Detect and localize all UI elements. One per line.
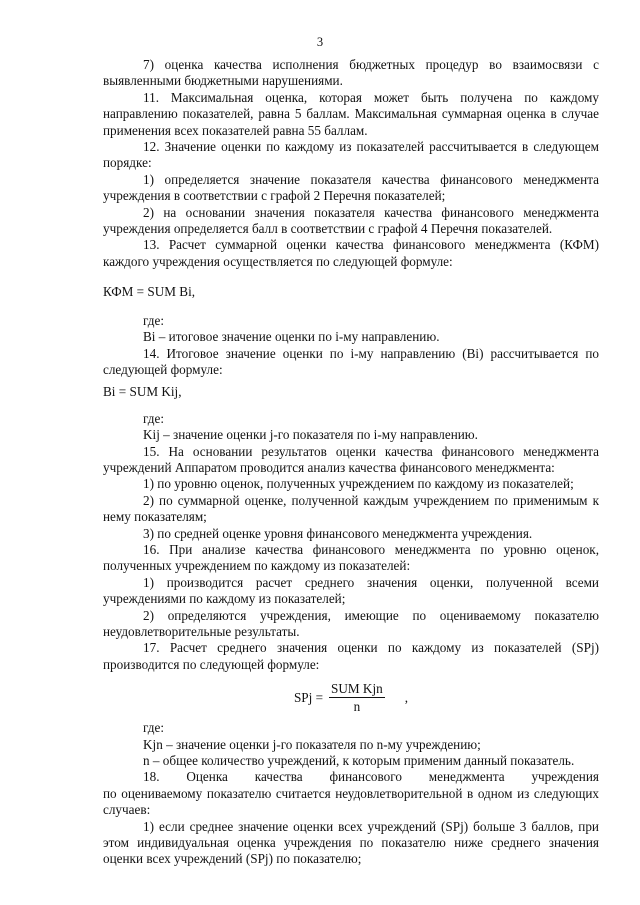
formula-spj-lhs: SPj = [293,689,324,705]
definition-bi: Bi – итоговое значение оценки по i-му направлению. [143,329,440,345]
paragraph-12-item-1: 1) определяется значение показателя качества финансового менеджмента учреждения в соответствии с графой 2 Перечня показателей; [103,171,599,204]
paragraph-15-item-2: 2) по суммарной оценке, полученной каждым учреждением по применимым к нему показателям; [103,492,599,525]
paragraph-16: 16. При анализе качества финансового менеджмента по уровню оценок, полученных учреждением по каждому из показателей: [103,541,599,574]
where-label-1: где: [143,312,164,328]
paragraph-17: 17. Расчет среднего значения оценки по каждому из показателей (SPj) производится по следующей формуле: [103,640,599,672]
where-label-2: где: [143,410,164,426]
paragraph-18-line-1: 18. Оценка качества финансового менеджмента учреждения [143,769,599,785]
paragraph-11: 11. Максимальная оценка, которая может быть получена по каждому направлению показателей, равна 5 баллам. Максимальная суммарная оценка в случае применения всех показателей равна 55 баллам. [103,89,599,138]
formula-spj-numerator: SUM Kjn [331,681,383,697]
formula-spj-denominator: n [353,699,361,715]
definition-n: n – общее количество учреждений, к которым применим данный показатель. [143,753,575,769]
definition-kij: Kij – значение оценки j-го показателя по i-му направлению. [143,427,478,443]
definition-kjn: Kjn – значение оценки j-го показателя по n-му учреждению; [143,736,481,752]
paragraph-18-item-1: 1) если среднее значение оценки всех учреждений (SPj) больше 3 баллов, при этом индивидуальная оценка учреждения по показателю ниже среднего значения оценки всех учреждений (SPj) по показателю; [103,818,599,867]
formula-kfm: КФМ = SUM Bi, [103,284,196,300]
page-number: 3 [316,35,324,49]
paragraph-15: 15. На основании результатов оценки качества финансового менеджмента учреждений Аппаратом проводится анализ качества финансового менеджмента: [103,443,599,475]
paragraph-15-item-1: 1) по уровню оценок, полученных учреждением по каждому из показателей; [143,476,574,492]
paragraph-15-item-3: 3) по средней оценке уровня финансового менеджмента учреждения. [143,525,533,541]
paragraph-14: 14. Итоговое значение оценки по i-му направлению (Bi) рассчитывается по следующей формуле: [103,345,599,377]
formula-spj-fraction [329,681,385,714]
document-body [103,57,599,868]
paragraph-12: 12. Значение оценки по каждому из показателей рассчитывается в следующем порядке: [103,139,599,171]
paragraph-12-item-2: 2) на основании значения показателя качества финансового менеджмента учреждения определяется балл в соответствии с графой 4 Перечня показателей. [103,204,599,237]
paragraph-16-item-2: 2) определяются учреждения, имеющие по оцениваемому показателю неудовлетворительные результаты. [103,607,599,639]
paragraph-18-rest: по оцениваемому показателю считается неудовлетворительной в одном из следующих случаев: [103,785,599,818]
paragraph-13: 13. Расчет суммарной оценки качества финансового менеджмента (КФМ) каждого учреждения осуществляется по следующей формуле: [103,237,599,269]
paragraph-item-7: 7) оценка качества исполнения бюджетных процедур во взаимосвязи с выявленными бюджетными нарушениями. [103,57,599,89]
formula-spj [103,681,599,714]
where-label-3: где: [143,720,164,736]
formula-bi: Bi = SUM Kij, [103,384,182,400]
formula-spj-comma: , [404,689,409,705]
paragraph-16-item-1: 1) производится расчет среднего значения оценки, полученной всеми учреждениями по каждому из показателей; [103,574,599,607]
